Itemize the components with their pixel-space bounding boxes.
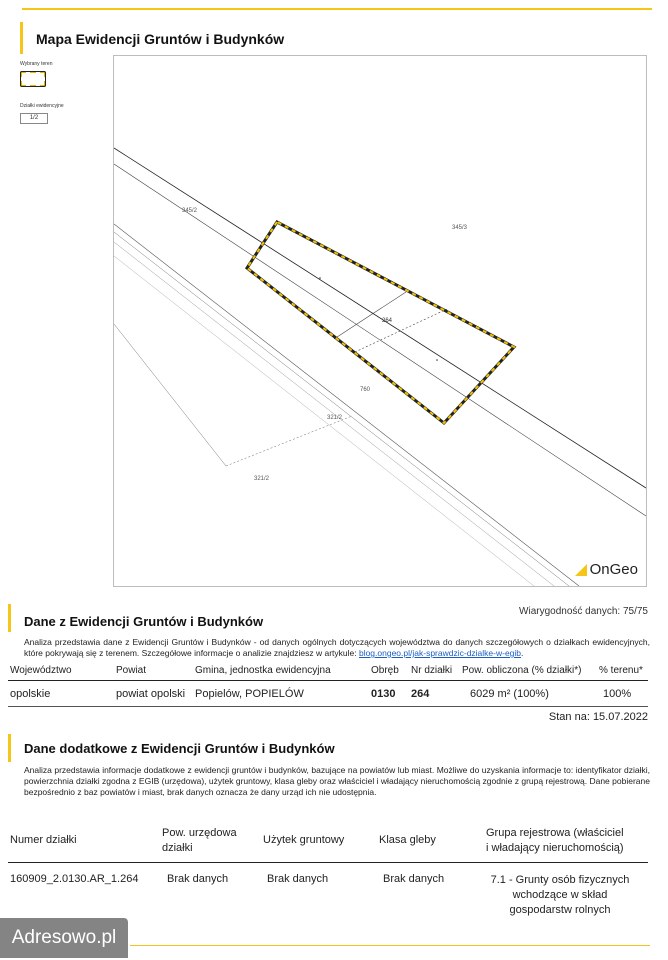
egib-section-title: Dane z Ewidencji Gruntów i Budynków (24, 614, 264, 629)
col-klasa-gleby: Klasa gleby (379, 834, 436, 846)
road-line (114, 256, 534, 586)
road-line (114, 164, 646, 516)
top-accent-line (22, 8, 652, 10)
ongeo-logo (575, 561, 638, 578)
bottom-accent-line (130, 945, 650, 946)
col-powiat: Powiat (116, 665, 147, 676)
parcel-point (436, 359, 438, 361)
map-label-345-3: 345/3 (452, 225, 468, 231)
map-label-760: 760 (360, 387, 371, 393)
ongeo-triangle-icon (575, 564, 587, 576)
col-grupa-rejestrowa (486, 826, 624, 856)
parcel-map[interactable] (113, 55, 647, 587)
col-pow-urzedowa-line2: działki (162, 842, 193, 854)
map-label-321-2b: 321/2 (254, 476, 270, 482)
egib-description-text: Analiza przedstawia dane z Ewidencji Gruntów i Budynków - od danych ogólnych dotyczących województwa do danych szczegółowych o działkach ewidencyjnych, które pokrywają się z terenem. Szczegółowe informacje o analizie znajdziesz w artykule: (24, 637, 650, 658)
legend-parcels-label: Działki ewidencyjne (20, 103, 64, 109)
col-obreb: Obręb (371, 665, 399, 676)
col-grupa-rejestrowa-line2: i władający nieruchomością) (486, 842, 624, 854)
col-wojewodztwo: Województwo (10, 665, 72, 676)
col-pow-urzedowa (162, 826, 237, 856)
map-label-321-2a: 321/2 (327, 415, 343, 421)
col-procent-terenu: % terenu* (599, 665, 643, 676)
extra-description: Analiza przedstawia informacje dodatkowe z ewidencji gruntów i budynków, bazujące na powiatów lub miast. Możliwe do uzyskania informacje to: identyfikator działki, powierzchnia działki zgodna z EGIB (urzędowa), użytek gruntowy, klasa gleby oraz właściciel i władający nieruchomością zgodnie z grupą rejestrową. Dane pobierane bezpośrednio z baz powiatów i miast, brak danych oznacza że dany urząd ich nie udostępnia. (24, 765, 650, 797)
road-line (114, 148, 646, 488)
cell-grupa-line3: gospodarstw rolnych (509, 904, 611, 916)
road-line (114, 232, 569, 586)
cell-powiat: powiat opolski (116, 688, 186, 700)
parcel-division (355, 309, 447, 352)
adresowo-watermark: Adresowo.pl (0, 918, 128, 958)
egib-title-accent (8, 604, 11, 632)
extra-title-accent (8, 734, 11, 762)
cell-grupa-line2: wchodzące w skład (512, 889, 608, 901)
egib-description: Analiza przedstawia dane z Ewidencji Gruntów i Budynków - od danych ogólnych dotyczących województwa do danych szczegółowych o działkach ewidencyjnych, które pokrywają się z terenem. Szczegółowe informacje o analizie znajdziesz w artykule: blog.ongeo.pl/jak-sprawdzic-dzialke-w-egib. (24, 637, 650, 658)
parcel-point (319, 277, 321, 279)
cell-grupa-rejestrowa (480, 873, 640, 918)
reliability-label: Wiarygodność danych: 75/75 (519, 606, 648, 617)
cell-procent-terenu: 100% (603, 688, 632, 700)
parcel-map-svg (114, 56, 646, 586)
col-gmina: Gmina, jednostka ewidencyjna (195, 665, 331, 676)
ongeo-brand: OnGeo (589, 561, 638, 578)
data-date: Stan na: 15.07.2022 (548, 711, 648, 723)
cell-grupa-line1: 7.1 - Grunty osób fizycznych (490, 874, 630, 886)
extra-header-rule (8, 862, 648, 863)
cell-pow-obliczona: 6029 m² (100%) (470, 688, 549, 700)
col-pow-urzedowa-line1: Pow. urzędowa (162, 827, 237, 839)
egib-article-link[interactable]: blog.ongeo.pl/jak-sprawdzic-dzialke-w-egib (358, 648, 522, 658)
cell-wojewodztwo: opolskie (10, 688, 51, 700)
table-row-rule (8, 706, 648, 707)
col-numer-dzialki: Numer działki (10, 834, 77, 846)
extra-section-title: Dane dodatkowe z Ewidencji Gruntów i Budynków (24, 741, 335, 756)
map-section-title: Mapa Ewidencji Gruntów i Budynków (36, 31, 285, 47)
cell-uzytek-gruntowy: Brak danych (267, 873, 329, 885)
col-nr-dzialki: Nr działki (411, 665, 453, 676)
cell-nr-dzialki: 264 (411, 688, 430, 700)
map-title-accent (20, 22, 23, 54)
road-line (114, 242, 554, 586)
col-uzytek-gruntowy: Użytek gruntowy (263, 834, 345, 846)
map-label-345-2: 345/2 (182, 208, 198, 214)
map-label-264: 264 (382, 318, 393, 324)
parcel-boundary (226, 416, 352, 466)
legend-selected-label: Wybrany teren (20, 61, 53, 67)
road-line (114, 224, 579, 586)
selected-area-swatch-icon (20, 71, 46, 87)
legend-parcels-value: 1/2 (20, 113, 48, 124)
cell-pow-urzedowa: Brak danych (167, 873, 229, 885)
cell-numer-dzialki: 160909_2.0130.AR_1.264 (10, 873, 139, 885)
col-pow-obliczona: Pow. obliczona (% działki*) (462, 665, 582, 676)
selected-parcel-dash (247, 222, 514, 423)
cell-klasa-gleby: Brak danych (383, 873, 445, 885)
map-legend (20, 61, 90, 124)
cell-gmina: Popielów, POPIELÓW (195, 688, 304, 700)
parcel-boundary (114, 324, 226, 466)
parcel-division (334, 292, 406, 339)
table-header-rule (8, 680, 648, 681)
col-grupa-rejestrowa-line1: Grupa rejestrowa (właściciel (486, 827, 624, 839)
cell-obreb: 0130 (371, 688, 396, 700)
selected-parcel-outline (247, 222, 514, 423)
